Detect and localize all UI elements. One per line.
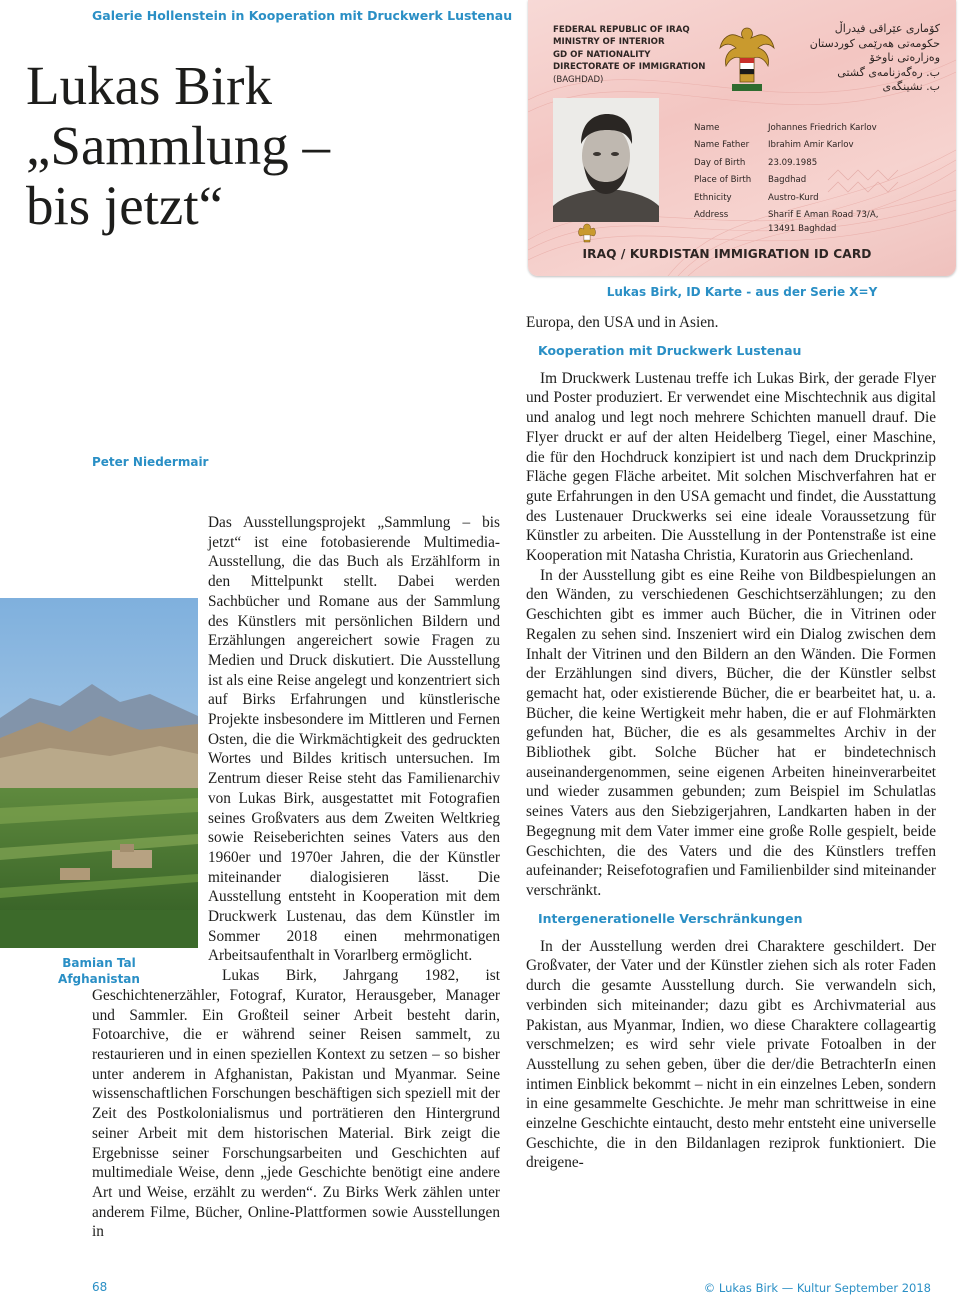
card-field-value: 13491 Baghdad	[768, 224, 837, 235]
eagle-emblem-icon	[718, 22, 776, 96]
body-paragraph: Lukas Birk, Jahrgang 1982, ist Geschichtenerzähler, Fotograf, Kurator, Herausgeber, Manager und Sammler. Ein Großteil seiner Arbeit besteht darin, Fotoarchive, die er während seiner Reisen sammelt, zu restaurieren und in einen speziellen Kontext zu setzen – so bisher unter anderem in Afghanistan, Pakistan und Myanmar. Seine wissenschaftlichen Forschungen beschäftigen sich speziell mit der Zeit des Postkolonialismus und porträtieren den Hintergrund seiner Arbeit mit dem historischen Material. Birk zeigt die Ergebnisse seiner Forschungsarbeiten und Geschichten auf multimediale Weise, denn „jede Geschichte benötigt eine andere Art und Weise, erzählt zu werden“. Zu Birks Werk zählen unter anderem Filme, Bücher, Online-Plattformen sowie Ausstellungen in	[92, 967, 500, 1241]
title-line: Lukas Birk	[26, 55, 272, 116]
body-paragraph: In der Ausstellung werden drei Charaktere geschildert. Der Großvater, der Vater und der Künstler ziehen sich als roter Faden durch die gesamte Ausstellung durch. Sie verwandeln sich, verbinden sich miteinander; dazu gibt es Archivmaterial aus Pakistan, aus Myanmar, Indien, wo diese Charaktere collageartig verschmelzen; es wird sehr viele private Fotoalben in der Ausstellung zu sehen geben, über die der/die BetrachterIn einen intimen Einblick bekommt – nicht in ein einzelnes Leben, sondern in eine gesammelte Geschichte. Je mehr man schrittweise in eine einzelne Geschichte eintaucht, desto mehr entsteht eine universelle Geschichte, die in den Bildanlagen reziprok funktioniert. Die dreigene-	[526, 937, 936, 1172]
portrait-photo	[553, 98, 659, 222]
card-field-label: Ethnicity	[694, 192, 732, 203]
card-kurdish-line: ب. نشینگەی	[882, 80, 940, 93]
card-field-row	[694, 155, 878, 172]
section-heading: Kooperation mit Druckwerk Lustenau	[538, 342, 802, 358]
card-field-row	[694, 190, 878, 207]
card-banner: IRAQ / KURDISTAN IMMIGRATION ID CARD	[582, 247, 872, 261]
card-field-value: Sharif E Aman Road 73/A,	[768, 210, 879, 221]
card-kurdish-line: وەزارەتی ناوخۆ	[869, 51, 940, 64]
photo-wrap-spacer	[92, 513, 208, 979]
card-issuer-line: MINISTRY OF INTERIOR	[553, 37, 665, 48]
article-title	[26, 56, 506, 236]
id-card-caption: Lukas Birk, ID Karte - aus der Serie X=Y	[606, 285, 878, 299]
card-field-value: Bagdhad	[768, 175, 807, 186]
card-issuer	[553, 24, 706, 86]
body-paragraph: Das Ausstellungsprojekt „Sammlung – bis jetzt“ ist eine fotobasierende Multimedia-Ausstellung, die das Buch als Erzählform in den Mittelpunkt stellt. Dabei werden Sachbücher und Romane aus der Sammlung des Künstlers mit persönlichen Bildern und Erzählungen angereichert sowie Fragen zu Medien und Druck diskutiert. Die Ausstellung ist als eine Reise angelegt und konzentriert sich auf Birks Erfahrungen und künstlerische Projekte insbesondere im Mittleren und Fernen Osten, die die Wirkmächtigkeit des gedruckten Wortes und Bildes kritisch untersuchen. Im Zentrum dieser Reise steht das Familienarchiv von Lukas Birk, ausgestattet mit Fotografien seines Großvaters aus dem Zweiten Weltkrieg sowie Reiseberichten seines Vaters aus den 1960er und 1970er Jahren, die der Künstler miteinander dialogisieren lässt. Die Ausstellung entsteht in Kooperation mit dem Druckwerk Lustenau, das dem Künstler im Sommer 2018 einen mehrmonatigen Arbeitsaufenthalt in Vorarlberg ermöglicht.	[208, 514, 500, 965]
card-field-row	[694, 137, 878, 154]
card-kurdish-line: حکومەتی هەرێمی کوردستان	[809, 36, 940, 50]
title-line: bis jetzt“	[26, 175, 224, 236]
card-field-value: Austro-Kurd	[768, 192, 819, 203]
card-field-value: Johannes Friedrich Karlov	[768, 123, 877, 133]
body-paragraph: Im Druckwerk Lustenau treffe ich Lukas Birk, der gerade Flyer und Poster produziert. Er verwendet eine Mischtechnik aus digital und analog und legt noch mehrere Schichten manuell drauf. Die Flyer druckt er auf der alten Heidelberg Tiegel, einer Maschine, die für den Hochdruck konzipiert ist und nach dem Druckprinzip Fläche gegen Fläche arbeitet. Mit solchen Mischverfahren hat er gute Erfahrungen in den USA gemacht und findet, die Ausstattung des Lustenauer Druckwerks sei eine ideale Voraussetzung für Künstler zu arbeiten. Die Ausstellung in der Pontenstraße ist eine Kooperation mit Natasha Christia, Kuratorin aus Griechenland.	[526, 369, 936, 565]
card-kurdish-line: ب. رەگەزنامەی گشتی	[837, 65, 940, 79]
photo-caption-line: Afghanistan	[58, 972, 140, 986]
card-field-label: Place of Birth	[694, 175, 752, 186]
card-field-row	[694, 172, 878, 189]
card-field-label: Name Father	[694, 140, 750, 151]
card-field-row	[694, 120, 878, 137]
title-line: „Sammlung –	[26, 115, 331, 176]
card-kurdish-line: كۆماری عێراقی فیدراڵ	[834, 22, 940, 35]
right-column	[526, 313, 936, 1173]
kicker: Galerie Hollenstein in Kooperation mit Druckwerk Lustenau	[92, 8, 513, 23]
card-kurdish-header	[810, 22, 940, 95]
card-field-label: Name	[694, 123, 720, 133]
card-field-value: Ibrahim Amir Karlov	[768, 140, 854, 151]
card-issuer-line: GD OF NATIONALITY	[553, 49, 651, 60]
card-field-label: Day of Birth	[694, 157, 746, 168]
card-field-value: 23.09.1985	[768, 157, 818, 168]
id-card-image	[528, 0, 956, 276]
card-issuer-sub: (BAGHDAD)	[553, 74, 604, 85]
card-issuer-line: DIRECTORATE OF IMMIGRATION	[553, 62, 706, 73]
photo-caption-line: Bamian Tal	[62, 956, 136, 970]
card-fields	[694, 120, 878, 239]
card-issuer-line: FEDERAL REPUBLIC OF IRAQ	[553, 25, 690, 35]
card-field-label	[694, 221, 768, 238]
card-field-label: Address	[694, 210, 729, 221]
body-paragraph: In der Ausstellung gibt es eine Reihe von Bildbespielungen an den Wänden, zu verschiedenen Geschichtserzählungen; zu den Geschichten gibt es immer auch Bücher, die in Vitrinen oder Regalen zu sehen sind. Inszeniert wird ein Dialog zwischen dem Inhalt der Vitrinen und den Bildern an den Wänden. Die Formen der Erzählungen sind divers, Bücher, die der Künstler selbst gemacht hat, oder existierende Bücher, die er bearbeitet hat, u. a. Bücher, die keine Wertigkeit mehr haben, die er auf Flohmärkten gefunden hat, Bücher, die es als gesammeltes Archiv in der Bibliothek gibt. Solche Bücher hat er bindetechnisch auseinandergenommen, seine eigenen Arbeiten hineinverarbeitet und wieder zusammen gebunden; zum Beispiel im Schulatlas seines Vaters aus den Siebzigerjahren, Landkarten haben in der Begegnung mit dem Vater immer eine große Rolle gespielt, beide Geschichten, die des Vaters und die des Künstlers treffen aufeinander; Reisefotografien und Familienbilder sind miteinander verschränkt.	[526, 566, 936, 899]
footer-credit: © Lukas Birk — Kultur September 2018	[703, 1281, 931, 1295]
author-byline: Peter Niedermair	[92, 455, 209, 469]
page-number: 68	[92, 1280, 108, 1294]
small-emblem-icon	[576, 222, 598, 246]
body-paragraph: Europa, den USA und in Asien.	[526, 314, 719, 331]
left-column	[92, 513, 500, 1242]
section-heading: Intergenerationelle Verschränkungen	[538, 910, 803, 926]
